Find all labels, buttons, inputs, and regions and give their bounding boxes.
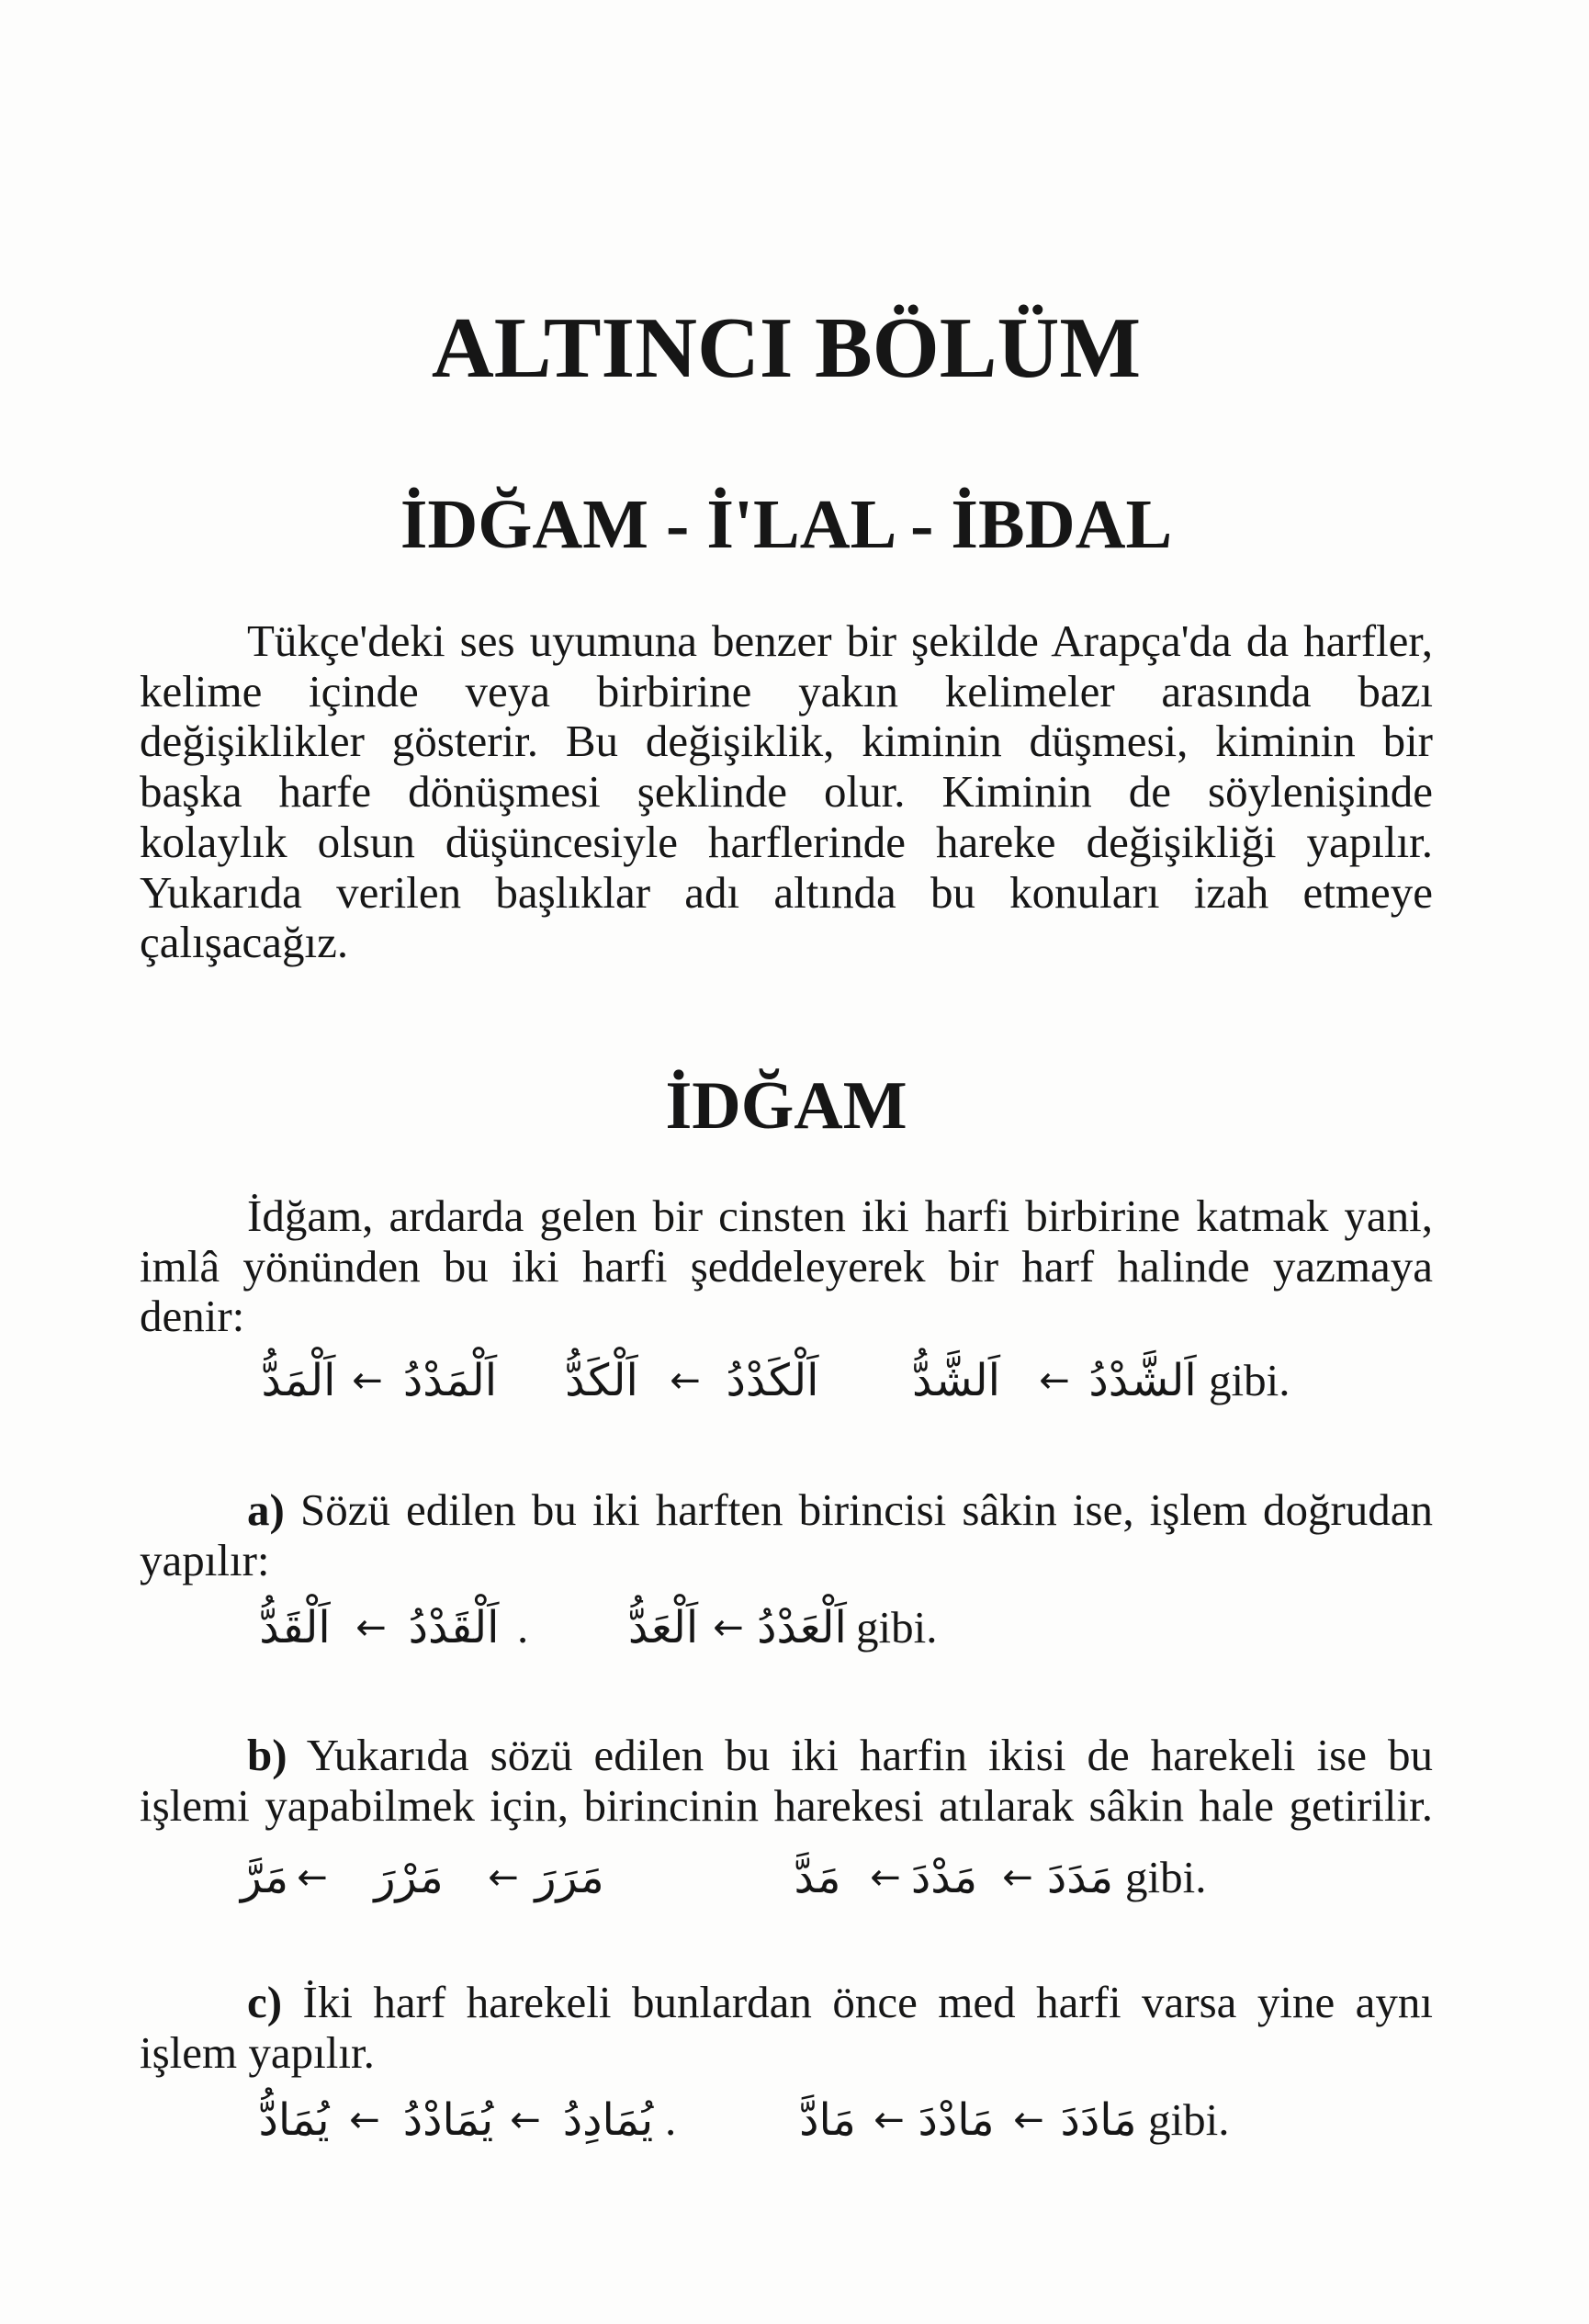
gibi-suffix: gibi.: [1209, 1355, 1290, 1405]
arabic-source-word: اَلشَّدْدُ: [1088, 1355, 1197, 1406]
transform-arrow-icon: ←: [352, 1359, 383, 1402]
arabic-intermediate-word: مَرْرَ: [374, 1852, 444, 1903]
arabic-source-word: مَادَدَ: [1060, 2094, 1137, 2146]
rule-a-line: [140, 1485, 1433, 1536]
idgam-definition: [140, 1191, 1433, 1342]
definition-line: İdğam, ardarda gelen bir cinsten iki harfi birbirine katmak yani,: [247, 1190, 1433, 1241]
gibi-suffix: gibi.: [856, 1602, 938, 1653]
rule-label: c): [247, 1977, 283, 2027]
intro-line: Yukarıda verilen başlıklar adı altında bu konuları izah etmeye: [140, 866, 1433, 918]
example-separator: .: [665, 2094, 677, 2145]
transform-arrow-icon: ←: [510, 2099, 541, 2141]
arabic-source-word: مَرَرَ: [535, 1852, 604, 1903]
arabic-source-word: اَلْعَدْدُ: [757, 1602, 847, 1653]
gibi-suffix: gibi.: [1125, 1852, 1207, 1902]
intro-line: Tükçe'deki ses uyumuna benzer bir şekilde Arapça'da da harfler,: [247, 615, 1433, 666]
example-row-rule-b: [0, 1845, 1589, 1910]
intro-line: kelime içinde veya birbirine yakın kelimeler arasında bazı: [140, 665, 1433, 716]
transform-arrow-icon: ←: [488, 1856, 519, 1899]
arabic-source-word: يُمَادِدُ: [562, 2094, 654, 2146]
transform-arrow-icon: ←: [713, 1607, 744, 1649]
transform-arrow-icon: ←: [1002, 1856, 1033, 1899]
intro-line: başka harfe dönüşmesi şeklinde olur. Kiminin de söylenişinde: [140, 766, 1433, 818]
arabic-result-word: مَرَّ: [240, 1852, 289, 1903]
transform-arrow-icon: ←: [1039, 1359, 1070, 1402]
arabic-source-word: اَلْقَدْدُ: [408, 1602, 500, 1653]
rule-b-paragraph: [140, 1731, 1433, 1831]
rule-text: İki harf harekeli bunlardan önce med harfi varsa yine aynı: [302, 1977, 1434, 2027]
chapter-subtitle: İDĞAM - İ'LAL - İBDAL: [400, 486, 1173, 563]
intro-paragraph: [140, 616, 1433, 968]
arabic-result-word: اَلشَّدُّ: [912, 1355, 1000, 1406]
example-separator: .: [517, 1602, 529, 1653]
rule-a-paragraph: [140, 1485, 1433, 1585]
arabic-result-word: يُمَادُّ: [258, 2094, 330, 2146]
arabic-result-word: اَلْعَدُّ: [627, 1602, 699, 1653]
transform-arrow-icon: ←: [297, 1856, 328, 1899]
example-row-general: [0, 1348, 1589, 1413]
definition-line: denir:: [140, 1291, 245, 1342]
transform-arrow-icon: ←: [355, 1607, 387, 1649]
arabic-result-word: اَلْمَدُّ: [261, 1355, 336, 1406]
example-row-rule-c: [0, 2088, 1589, 2152]
gibi-suffix: gibi.: [1148, 2094, 1230, 2145]
transform-arrow-icon: ←: [873, 2099, 905, 2141]
arabic-intermediate-word: مَادْدَ: [918, 2094, 995, 2146]
section-heading-idgam: İDĞAM: [665, 1068, 907, 1144]
rule-label: b): [247, 1730, 287, 1780]
rule-c-line: işlem yapılır.: [140, 2026, 375, 2078]
rule-text: Yukarıda sözü edilen bu iki harfin ikisi de harekeli ise bu: [306, 1730, 1433, 1780]
transform-arrow-icon: ←: [1013, 2099, 1044, 2141]
arabic-source-word: اَلْكَدْدُ: [726, 1355, 819, 1406]
arabic-intermediate-word: يُمَادْدُ: [402, 2094, 494, 2146]
transform-arrow-icon: ←: [670, 1359, 701, 1402]
rule-text: Sözü edilen bu iki harften birincisi sâkin ise, işlem doğrudan: [299, 1484, 1434, 1535]
arabic-result-word: اَلْكَدُّ: [565, 1355, 638, 1406]
intro-line: çalışacağız.: [140, 917, 349, 968]
chapter-title: ALTINCI BÖLÜM: [431, 300, 1142, 396]
arabic-source-word: مَدَدَ: [1046, 1852, 1114, 1903]
rule-b-line: işlemi yapabilmek için, birincinin harekesi atılarak sâkin hale getirilir.: [140, 1779, 1433, 1831]
intro-line: değişiklikler gösterir. Bu değişiklik, kiminin düşmesi, kiminin bir: [140, 716, 1433, 767]
transform-arrow-icon: ←: [870, 1856, 901, 1899]
transform-arrow-icon: ←: [349, 2099, 380, 2141]
rule-a-line: yapılır:: [140, 1534, 270, 1585]
definition-line: imlâ yönünden bu iki harfi şeddeleyerek bir harf halinde yazmaya: [140, 1240, 1433, 1292]
rule-c-paragraph: [140, 1978, 1433, 2078]
arabic-result-word: اَلْقَدُّ: [259, 1602, 331, 1653]
rule-label: a): [247, 1484, 285, 1535]
arabic-intermediate-word: مَدْدَ: [910, 1852, 978, 1903]
rule-c-line: [140, 1978, 1433, 2028]
arabic-source-word: اَلْمَدْدُ: [402, 1355, 498, 1406]
rule-b-line: [140, 1731, 1433, 1781]
example-row-rule-a: [0, 1596, 1589, 1660]
arabic-result-word: مَدَّ: [794, 1852, 841, 1903]
arabic-result-word: مَادَّ: [799, 2094, 856, 2146]
intro-line: kolaylık olsun düşüncesiyle harflerinde hareke değişikliği yapılır.: [140, 816, 1433, 867]
